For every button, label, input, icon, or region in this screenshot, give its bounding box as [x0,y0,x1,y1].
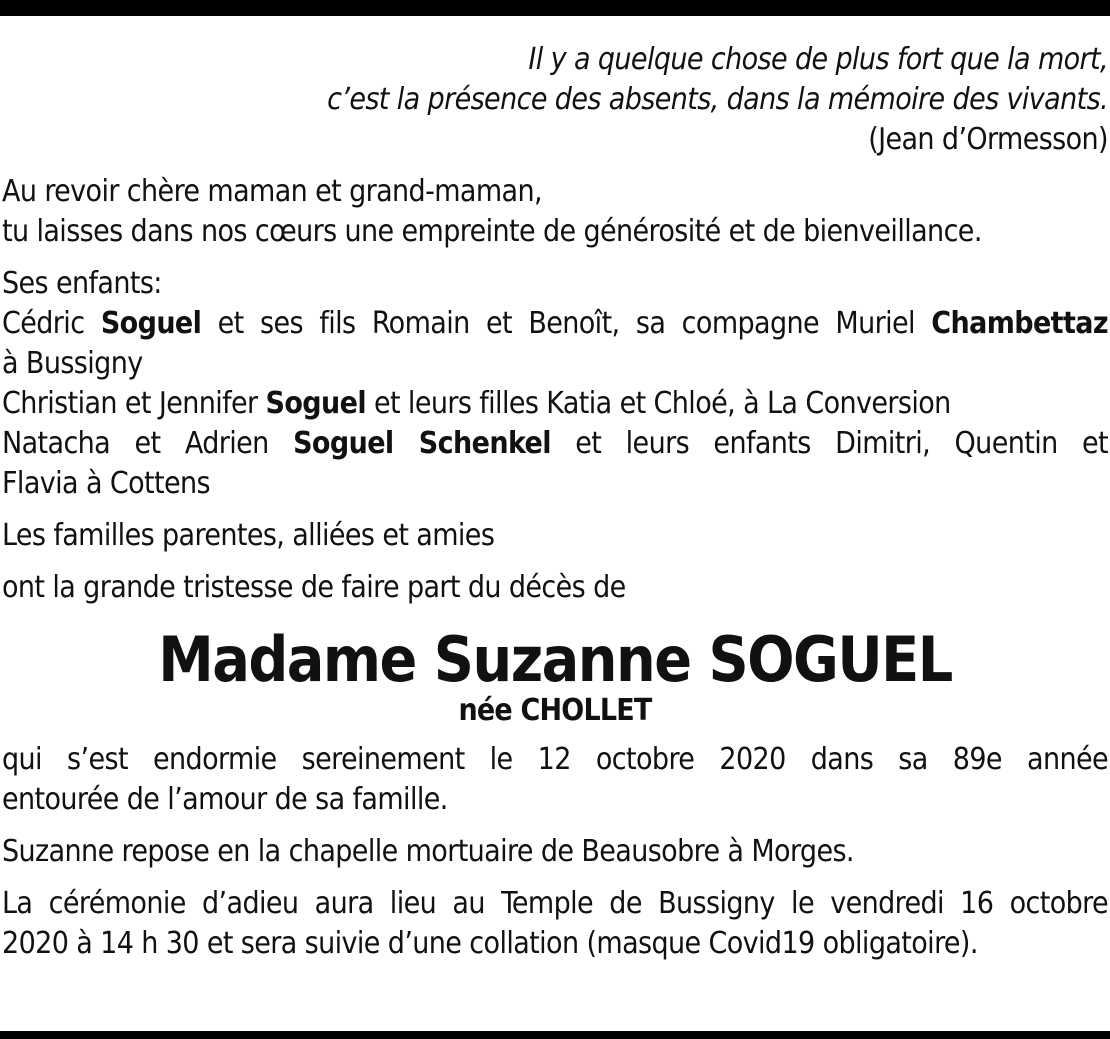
death-line-2: entourée de l’amour de sa famille. [2,782,448,817]
partner-surname: Chambettaz [931,306,1109,341]
child-text: et leurs enfants Dimitri, Quentin et [550,426,1108,461]
child-text: et leurs filles Katia et Chloé, à La Conversion [366,386,951,421]
deceased-name: Madame Suzanne SOGUEL [158,623,952,696]
epigraph-quote [2,40,1108,160]
child-text: et ses fils Romain et Benoît, sa compagne Muriel [201,306,932,341]
child-entry-cedric [2,304,1108,344]
children-list [2,264,1108,504]
ceremony-details [2,884,1108,964]
child-text: Cédric [2,306,101,341]
death-line-1: qui s’est endormie sereinement le 12 octobre 2020 dans sa 89e année [2,742,1108,777]
child-text: Christian et Jennifer [2,386,266,421]
announcement-line: ont la grande tristesse de faire part du décès de [2,570,626,605]
children-heading: Ses enfants: [2,266,162,301]
child-location-cedric: à Bussigny [2,346,143,381]
child-surname: Soguel [100,306,202,341]
child-surname: Soguel Schenkel [293,426,551,461]
death-details [2,740,1108,820]
child-text: Natacha et Adrien [2,426,294,461]
child-surname: Soguel [265,386,366,421]
farewell-line-1: Au revoir chère maman et grand-maman, [2,174,542,209]
bottom-rule [0,1031,1110,1039]
quote-author: (Jean d’Ormesson) [868,122,1108,157]
quote-line-2: c’est la présence des absents, dans la mémoire des vivants. [327,82,1108,117]
ceremony-line-1: La cérémonie d’adieu aura lieu au Temple de Bussigny le vendredi 16 octobre [2,886,1108,921]
farewell-paragraph [2,172,1108,252]
ceremony-line-2: 2020 à 14 h 30 et sera suivie d’une collation (masque Covid19 obligatoire). [2,926,978,961]
families-line: Les familles parentes, alliées et amies [2,518,495,553]
resting-place: Suzanne repose en la chapelle mortuaire de Beausobre à Morges. [2,834,854,869]
child-location-natacha: Flavia à Cottens [2,466,210,501]
top-rule [0,0,1110,16]
child-entry-natacha [2,424,1108,464]
quote-line-1: Il y a quelque chose de plus fort que la mort, [528,42,1108,77]
obituary-notice [2,40,1108,964]
maiden-name: née CHOLLET [458,693,652,728]
deceased-name-block [2,623,1108,728]
child-entry-christian [2,384,1108,424]
farewell-line-2: tu laisses dans nos cœurs une empreinte de générosité et de bienveillance. [2,214,982,249]
